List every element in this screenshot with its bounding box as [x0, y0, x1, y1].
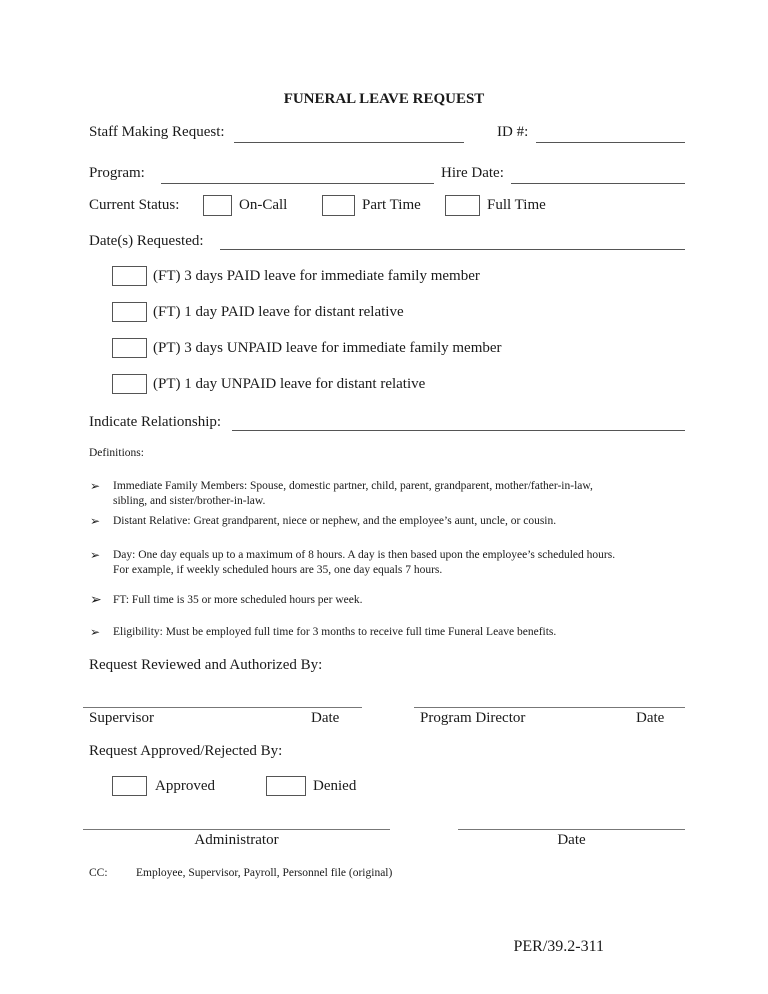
- supervisor-signature-line[interactable]: [83, 707, 362, 708]
- leave-option-checkbox-pt-3day-unpaid[interactable]: [112, 338, 147, 358]
- hire-date-label: Hire Date:: [441, 165, 504, 181]
- denied-checkbox[interactable]: [266, 776, 306, 796]
- id-input[interactable]: [536, 124, 685, 143]
- leave-option-label: (PT) 3 days UNPAID leave for immediate family member: [153, 340, 502, 356]
- cc-label: CC:: [89, 867, 108, 879]
- director-signature-line[interactable]: [414, 707, 685, 708]
- program-director-label: Program Director: [420, 710, 526, 726]
- definitions-heading: Definitions:: [89, 447, 144, 459]
- arrow-bullet-icon: ➢: [90, 548, 101, 562]
- supervisor-label: Supervisor: [89, 710, 154, 726]
- current-status-label: Current Status:: [89, 197, 180, 213]
- denied-label: Denied: [313, 778, 357, 794]
- on-call-checkbox[interactable]: [203, 195, 232, 216]
- part-time-checkbox[interactable]: [322, 195, 355, 216]
- approval-heading: Request Approved/Rejected By:: [89, 743, 283, 759]
- leave-option-checkbox-ft-1day-paid[interactable]: [112, 302, 147, 322]
- dates-requested-label: Date(s) Requested:: [89, 233, 204, 249]
- definition-text: For example, if weekly scheduled hours are 35, one day equals 7 hours.: [113, 564, 443, 576]
- indicate-relationship-input[interactable]: [232, 412, 685, 431]
- indicate-relationship-label: Indicate Relationship:: [89, 414, 222, 430]
- director-date-label: Date: [636, 710, 665, 726]
- hire-date-input[interactable]: [511, 165, 685, 184]
- arrow-bullet-icon: ➢: [90, 479, 101, 493]
- full-time-label: Full Time: [487, 197, 546, 213]
- staff-making-request-label: Staff Making Request:: [89, 124, 225, 140]
- definition-text: Eligibility: Must be employed full time for 3 months to receive full time Funeral Leave benefits.: [113, 626, 557, 638]
- supervisor-date-label: Date: [311, 710, 340, 726]
- arrow-bullet-icon: ➢: [90, 593, 102, 608]
- dates-requested-input[interactable]: [220, 231, 685, 250]
- definition-text: Day: One day equals up to a maximum of 8 hours. A day is then based upon the employee’s scheduled hours.: [113, 549, 616, 561]
- arrow-bullet-icon: ➢: [90, 514, 101, 528]
- administrator-signature-line[interactable]: [83, 829, 390, 830]
- form-number: PER/39.2-311: [513, 938, 604, 955]
- leave-option-label: (FT) 1 day PAID leave for distant relative: [153, 304, 404, 320]
- staff-making-request-input[interactable]: [234, 124, 464, 143]
- approval-date-label: Date: [557, 832, 586, 848]
- leave-option-label: (FT) 3 days PAID leave for immediate family member: [153, 268, 480, 284]
- definition-text: Immediate Family Members: Spouse, domestic partner, child, parent, grandparent, mother/father-in-law,: [113, 480, 593, 492]
- approved-checkbox[interactable]: [112, 776, 147, 796]
- definition-text: Distant Relative: Great grandparent, niece or nephew, and the employee’s aunt, uncle, or cousin.: [113, 515, 557, 527]
- review-heading: Request Reviewed and Authorized By:: [89, 657, 323, 673]
- part-time-label: Part Time: [362, 197, 421, 213]
- full-time-checkbox[interactable]: [445, 195, 480, 216]
- on-call-label: On-Call: [239, 197, 288, 213]
- leave-option-checkbox-pt-1day-unpaid[interactable]: [112, 374, 147, 394]
- leave-option-checkbox-ft-3day-paid[interactable]: [112, 266, 147, 286]
- id-label: ID #:: [497, 124, 529, 140]
- arrow-bullet-icon: ➢: [90, 625, 101, 639]
- program-label: Program:: [89, 165, 145, 181]
- approved-label: Approved: [155, 778, 215, 794]
- cc-text: Employee, Supervisor, Payroll, Personnel file (original): [136, 867, 393, 879]
- definition-text: sibling, and sister/brother-in-law.: [113, 495, 266, 507]
- administrator-label: Administrator: [194, 832, 279, 848]
- page-title: FUNERAL LEAVE REQUEST: [283, 91, 485, 107]
- leave-option-label: (PT) 1 day UNPAID leave for distant relative: [153, 376, 426, 392]
- program-input[interactable]: [161, 165, 434, 184]
- approval-date-line[interactable]: [458, 829, 685, 830]
- definition-text: FT: Full time is 35 or more scheduled hours per week.: [113, 594, 363, 606]
